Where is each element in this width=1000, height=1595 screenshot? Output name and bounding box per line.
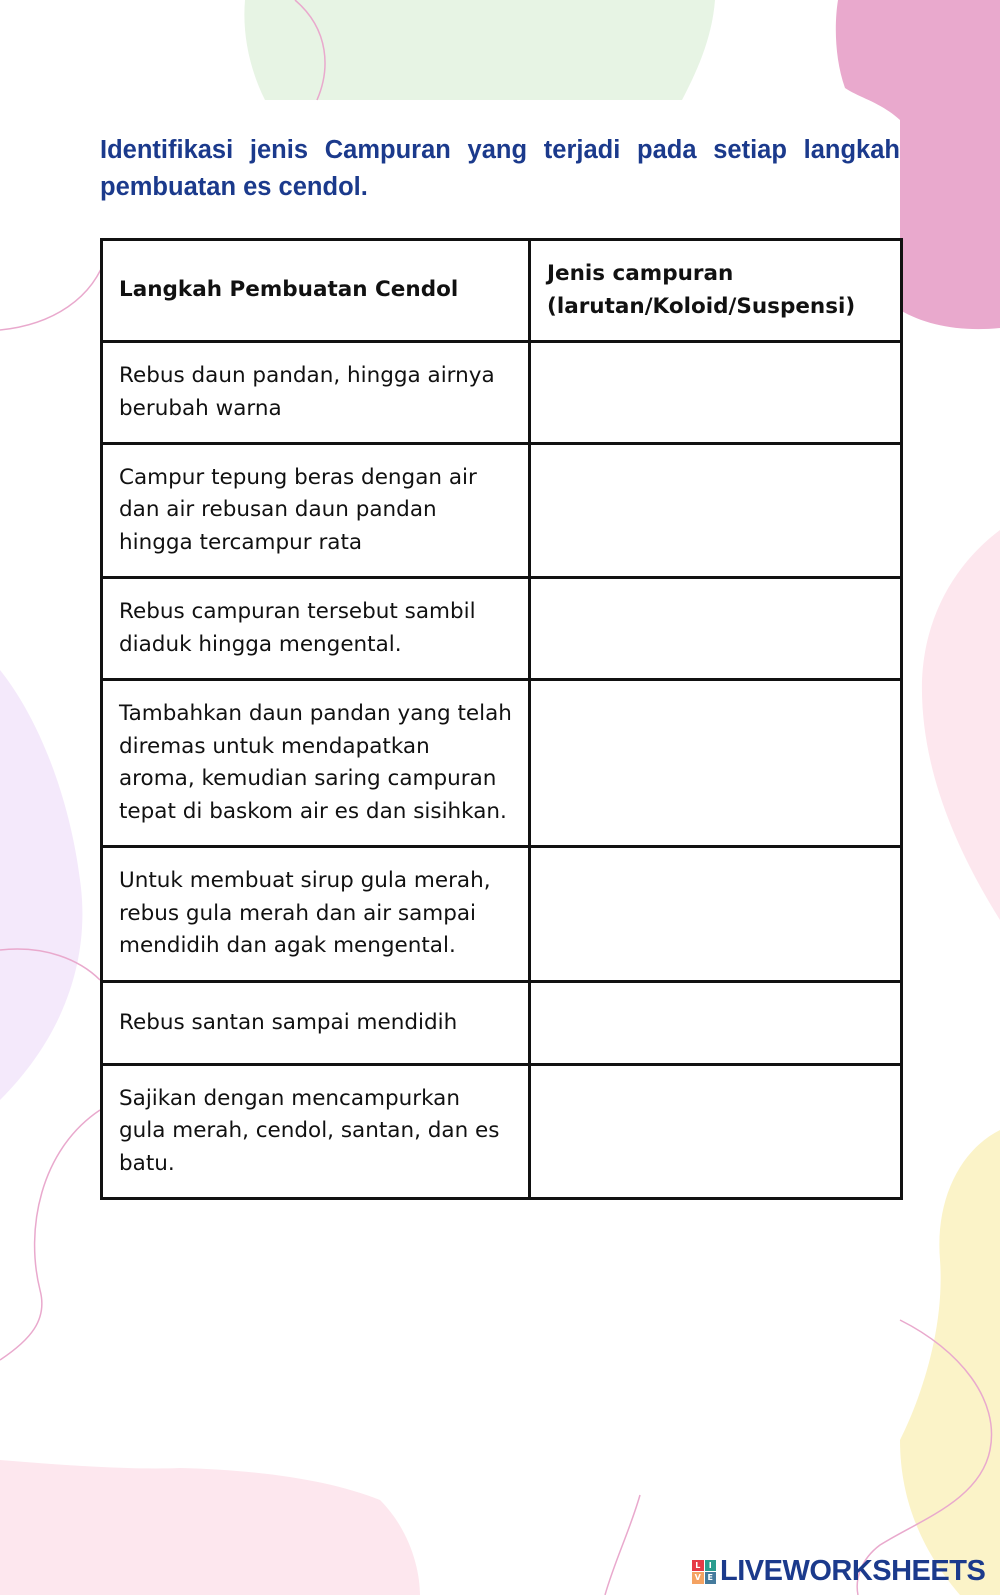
light-pink-blob-bottom (0, 1460, 420, 1595)
answer-cell[interactable] (530, 847, 902, 982)
table-row (102, 578, 902, 680)
table-row (102, 1065, 902, 1199)
pink-curve-left (0, 250, 108, 330)
brand-name: LIVEWORKSHEETS (720, 1555, 986, 1587)
step-cell: Tambahkan daun pandan yang telah diremas untuk mendapatkan aroma, kemudian saring campuran tepat di baskom air es dan sisihkan. (102, 680, 530, 847)
cendol-steps-table (100, 238, 903, 1200)
step-cell: Campur tepung beras dengan air dan air rebusan daun pandan hingga tercampur rata (102, 444, 530, 578)
answer-cell[interactable] (530, 982, 902, 1065)
lavender-blob-left (0, 670, 82, 1100)
header-step: Langkah Pembuatan Cendol (102, 240, 530, 342)
table-row (102, 982, 902, 1065)
pink-curve-bottom (605, 1495, 640, 1595)
pink-curve-lower-left (0, 1110, 100, 1360)
header-mixture-type: Jenis campuran (larutan/Koloid/Suspensi) (530, 240, 902, 342)
answer-cell[interactable] (530, 578, 902, 680)
step-cell: Rebus campuran tersebut sambil diaduk hingga mengental. (102, 578, 530, 680)
step-cell: Sajikan dengan mencampurkan gula merah, cendol, santan, dan es batu. (102, 1065, 530, 1199)
table-row (102, 680, 902, 847)
answer-cell[interactable] (530, 1065, 902, 1199)
step-cell: Rebus santan sampai mendidih (102, 982, 530, 1065)
green-blob (244, 0, 715, 100)
step-cell: Untuk membuat sirup gula merah, rebus gula merah dan air sampai mendidih dan agak mengental. (102, 847, 530, 982)
liveworksheets-logo-icon: L I V E (692, 1560, 716, 1584)
worksheet-title: Identifikasi jenis Campuran yang terjadi pada setiap langkah pembuatan es cendol. (100, 136, 900, 201)
step-cell: Rebus daun pandan, hingga airnya berubah warna (102, 342, 530, 444)
light-pink-blob-right (922, 530, 1000, 920)
table-row (102, 342, 902, 444)
answer-cell[interactable] (530, 680, 902, 847)
answer-cell[interactable] (530, 342, 902, 444)
liveworksheets-brand (692, 1555, 985, 1588)
answer-cell[interactable] (530, 444, 902, 578)
table-row (102, 444, 902, 578)
table-row (102, 847, 902, 982)
table-header-row (102, 240, 902, 342)
